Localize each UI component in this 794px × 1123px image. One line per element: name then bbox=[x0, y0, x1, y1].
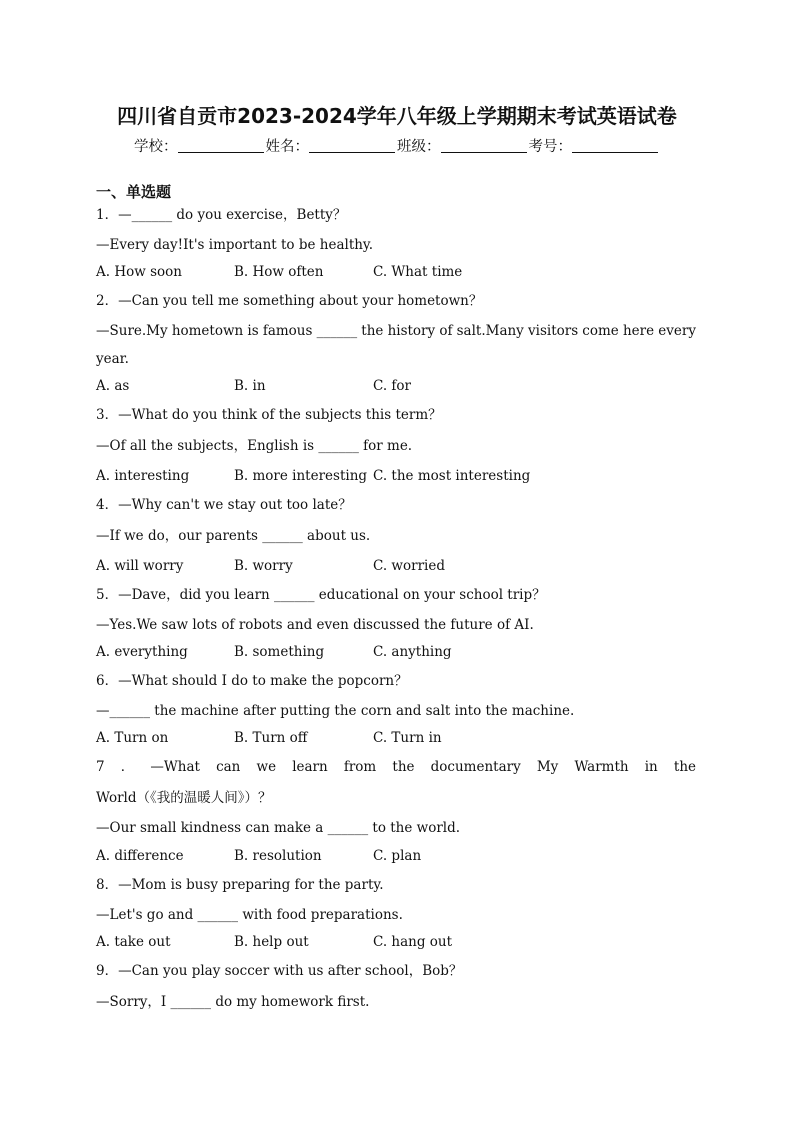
page-title: 四川省自贡市2023-2024学年八年级上学期期末考试英语试卷 bbox=[117, 104, 677, 128]
q5-option-b[interactable]: B. something bbox=[234, 644, 325, 660]
q3-stem: 3．—What do you think of the subjects this term？ bbox=[96, 407, 442, 423]
q2-response-line bbox=[96, 322, 696, 340]
q1-option-a[interactable]: A. How soon bbox=[96, 264, 182, 280]
q2-word: visitors bbox=[528, 323, 579, 339]
q2-word: —Sure.My bbox=[96, 323, 168, 339]
q3-option-c[interactable]: C. the most interesting bbox=[373, 468, 531, 484]
q5-options bbox=[96, 643, 696, 661]
q3-response: —Of all the subjects，English is ______ for me. bbox=[96, 438, 413, 454]
q2-options bbox=[96, 377, 696, 395]
q2-option-b[interactable]: B. in bbox=[234, 378, 266, 394]
q2-word: history bbox=[387, 323, 436, 339]
q7-word: documentary bbox=[430, 759, 521, 775]
q7-word: ． bbox=[120, 759, 135, 775]
q4-stem: 4．—Why can't we stay out too late？ bbox=[96, 497, 352, 513]
school-label: 学校： bbox=[134, 139, 178, 155]
q5-option-a[interactable]: A. everything bbox=[96, 644, 188, 660]
q7-word: can bbox=[216, 759, 241, 775]
q7-option-b[interactable]: B. resolution bbox=[234, 848, 322, 864]
name-blank[interactable] bbox=[309, 138, 395, 153]
q8-option-c[interactable]: C. hang out bbox=[373, 934, 453, 950]
q7-stem-end: World（《我的温暖人间》）？ bbox=[96, 790, 272, 806]
q6-option-b[interactable]: B. Turn off bbox=[234, 730, 308, 746]
q4-response: —If we do，our parents ______ about us. bbox=[96, 528, 371, 544]
q7-word: My bbox=[536, 759, 559, 775]
q7-word: —What bbox=[150, 759, 200, 775]
school-blank[interactable] bbox=[178, 138, 264, 153]
q4-option-c[interactable]: C. worried bbox=[373, 558, 445, 574]
student-info-line bbox=[0, 135, 794, 156]
class-label: 班级： bbox=[397, 139, 441, 155]
q2-response-end: year. bbox=[96, 351, 129, 367]
number-blank[interactable] bbox=[572, 138, 658, 153]
q2-word: of bbox=[439, 323, 453, 339]
q8-option-a[interactable]: A. take out bbox=[96, 934, 171, 950]
q4-option-a[interactable]: A. will worry bbox=[96, 558, 184, 574]
q4-option-b[interactable]: B. worry bbox=[234, 558, 293, 574]
q7-response: —Our small kindness can make a ______ to the world. bbox=[96, 820, 461, 836]
q3-option-b[interactable]: B. more interesting bbox=[234, 468, 368, 484]
q7-options bbox=[96, 847, 696, 865]
q2-word: ______ bbox=[316, 323, 358, 339]
q2-word: come bbox=[582, 323, 619, 339]
q8-options bbox=[96, 933, 696, 951]
q7-word: we bbox=[256, 759, 277, 775]
q8-stem: 8．—Mom is busy preparing for the party. bbox=[96, 877, 384, 893]
name-label: 姓名： bbox=[265, 139, 309, 155]
q6-response: —______ the machine after putting the corn and salt into the machine. bbox=[96, 703, 575, 719]
q5-response: —Yes.We saw lots of robots and even discussed the future of AI. bbox=[96, 617, 534, 633]
q5-stem: 5．—Dave，did you learn ______ educational on your school trip？ bbox=[96, 587, 546, 603]
q7-word: 7 bbox=[96, 759, 105, 775]
q9-response: —Sorry，I ______ do my homework first. bbox=[96, 994, 370, 1010]
q2-word: salt.Many bbox=[456, 323, 524, 339]
q1-option-c[interactable]: C. What time bbox=[373, 264, 463, 280]
q2-word: here bbox=[622, 323, 655, 339]
q2-option-c[interactable]: C. for bbox=[373, 378, 412, 394]
q8-option-b[interactable]: B. help out bbox=[234, 934, 309, 950]
q2-option-a[interactable]: A. as bbox=[96, 378, 130, 394]
section-heading: 一、单选题 bbox=[96, 183, 172, 201]
q7-word: learn bbox=[292, 759, 328, 775]
q3-option-a[interactable]: A. interesting bbox=[96, 468, 190, 484]
q7-word: in bbox=[644, 759, 658, 775]
q4-options bbox=[96, 557, 696, 575]
q6-option-a[interactable]: A. Turn on bbox=[96, 730, 169, 746]
q1-response: —Every day!It's important to be healthy. bbox=[96, 237, 374, 253]
q6-stem: 6．—What should I do to make the popcorn？ bbox=[96, 673, 408, 689]
q9-stem: 9．—Can you play soccer with us after school，Bob？ bbox=[96, 963, 463, 979]
q7-word: Warmth bbox=[574, 759, 629, 775]
q1-option-b[interactable]: B. How often bbox=[234, 264, 324, 280]
q7-word: the bbox=[673, 759, 696, 775]
q2-stem: 2．—Can you tell me something about your hometown？ bbox=[96, 293, 483, 309]
q2-word: every bbox=[658, 323, 696, 339]
q7-option-c[interactable]: C. plan bbox=[373, 848, 422, 864]
q8-response: —Let's go and ______ with food preparations. bbox=[96, 907, 403, 923]
q2-word: famous bbox=[262, 323, 313, 339]
q2-word: the bbox=[361, 323, 384, 339]
q1-stem: 1．—______ do you exercise，Betty？ bbox=[96, 207, 347, 223]
q6-option-c[interactable]: C. Turn in bbox=[373, 730, 442, 746]
q7-word: the bbox=[392, 759, 415, 775]
q7-word: from bbox=[343, 759, 377, 775]
number-label: 考号： bbox=[528, 139, 572, 155]
q7-option-a[interactable]: A. difference bbox=[96, 848, 184, 864]
q1-options bbox=[96, 263, 696, 281]
q2-word: hometown bbox=[171, 323, 244, 339]
q6-options bbox=[96, 729, 696, 747]
q5-option-c[interactable]: C. anything bbox=[373, 644, 452, 660]
class-blank[interactable] bbox=[441, 138, 527, 153]
q7-stem-line bbox=[96, 758, 696, 776]
q3-options bbox=[96, 467, 696, 485]
q2-word: is bbox=[247, 323, 259, 339]
